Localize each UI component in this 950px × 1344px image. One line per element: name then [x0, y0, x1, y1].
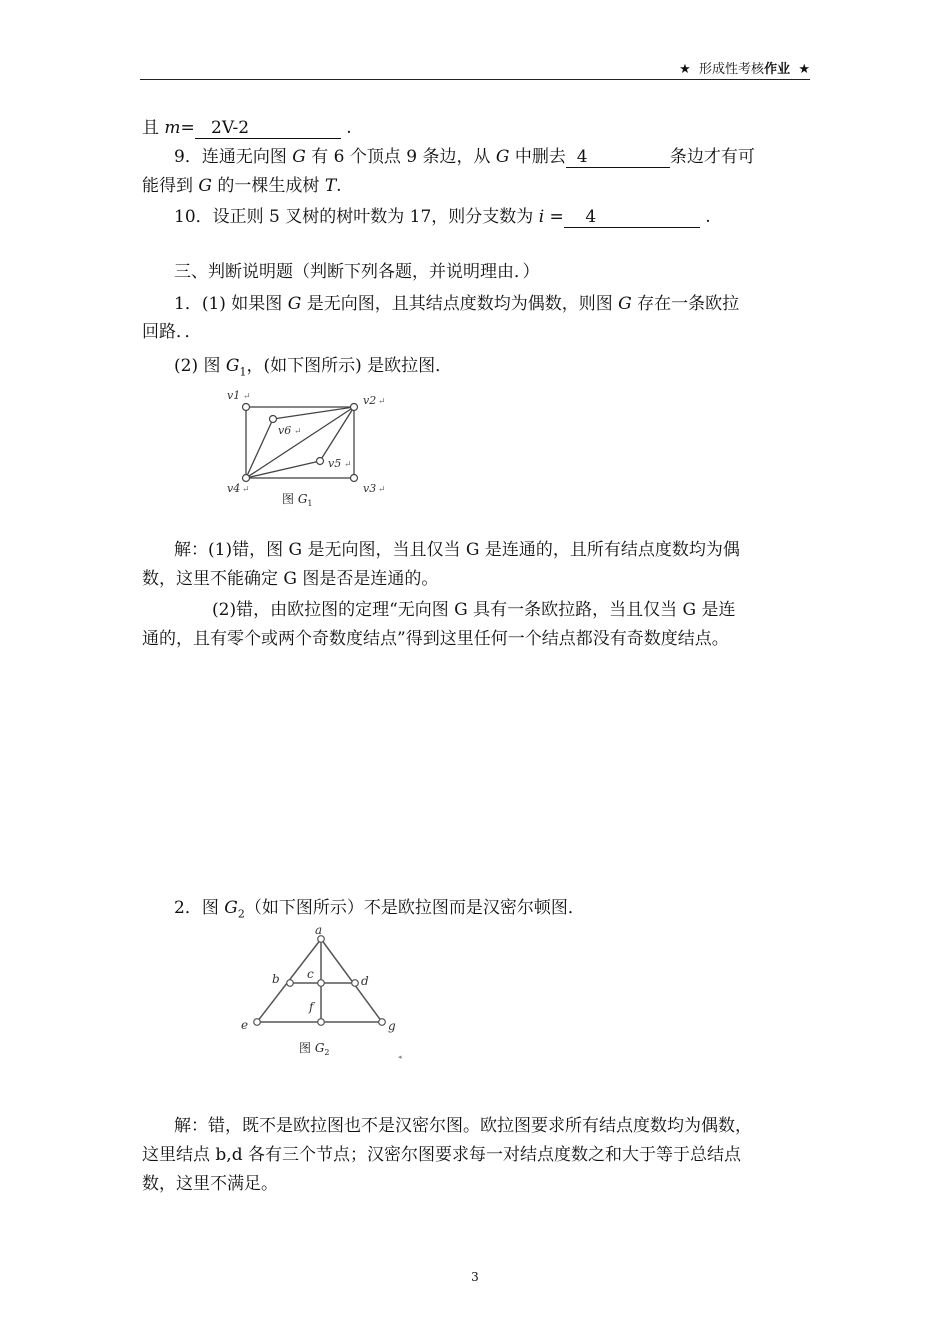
return-mark: ↵ [378, 397, 386, 407]
star-icon: ★ [798, 62, 810, 77]
answer-blank: 2V-2 [195, 118, 341, 139]
page-number: 3 [471, 1270, 479, 1284]
node-label-v1: v1 [227, 389, 241, 402]
graph-node [318, 1019, 325, 1026]
graph-node [254, 1019, 261, 1026]
graph-node [351, 475, 358, 482]
q10-line: 10．设正则 5 叉树的树叶数为 17，则分支数为 i = 4 . [174, 207, 711, 227]
page-header [679, 58, 810, 77]
q9-line-2: 能得到 G 的一棵生成树 T. [142, 176, 342, 196]
graph-edge [320, 407, 354, 461]
header-title-bold: 作业 [764, 62, 791, 77]
node-label-f: f [309, 1000, 314, 1014]
figure-caption: 图 $G_2$ [299, 1041, 330, 1057]
return-mark: ↵ [344, 460, 352, 470]
graph-node [243, 475, 250, 482]
answer-blank: 4 [566, 147, 670, 168]
node-label-v5: v5 [328, 457, 342, 470]
j1-line-1: 1．(1) 如果图 G 是无向图，且其结点度数均为偶数，则图 G 存在一条欧拉 [174, 294, 740, 314]
sol1-line-1: 解：(1)错，图 G 是无向图，当且仅当 G 是连通的，且所有结点度数均为偶 [174, 540, 740, 560]
node-label-d: d [361, 974, 369, 988]
node-label-g: g [388, 1019, 396, 1033]
j1-part-2: (2) 图 $G_1$，(如下图所示) 是欧拉图． [174, 356, 453, 379]
graph-node [351, 404, 358, 411]
graph-node [379, 1019, 386, 1026]
graph-edge [273, 407, 354, 419]
node-label-v3: v3 [363, 482, 377, 495]
star-icon: ★ [679, 62, 691, 77]
sol2-line-3: 数，这里不满足。 [142, 1174, 278, 1194]
graph-node [243, 404, 250, 411]
graph-g2-figure [235, 922, 415, 1062]
node-label-v6: v6 [278, 424, 292, 437]
return-mark: ↵ [243, 392, 251, 402]
graph-node [318, 980, 325, 987]
graph-node [352, 980, 359, 987]
sol1-line-2: 数，这里不能确定 G 图是否是连通的。 [142, 569, 439, 589]
graph-node [270, 416, 277, 423]
return-mark: ↵ [378, 485, 386, 495]
q8-answer-line: 且 m= 2V-2 . [142, 118, 352, 138]
figure-caption: 图 $G_1$ [282, 492, 313, 508]
j1-line-2: 回路．． [142, 322, 202, 342]
graph-edge [246, 461, 320, 478]
answer-blank: 4 [564, 207, 700, 228]
return-mark: ↵ [242, 485, 250, 495]
node-label-c: c [307, 967, 314, 981]
return-mark: ↵ [294, 427, 302, 437]
node-label-v4: v4 [227, 482, 241, 495]
return-mark: ◂ [398, 1053, 402, 1061]
q9-line-1: 9．连通无向图 G 有 6 个顶点 9 条边，从 G 中删去 4 条边才有可 [174, 147, 755, 167]
sol2-line-1: 解：错，既不是欧拉图也不是汉密尔图。欧拉图要求所有结点度数均为偶数， [174, 1116, 752, 1136]
header-title: 形成性考核 [699, 62, 765, 77]
graph-edge [321, 939, 382, 1022]
sol2-line-2: 这里结点 b,d 各有三个节点；汉密尔图要求每一对结点度数之和大于等于总结点 [142, 1145, 741, 1165]
section-title: 三、判断说明题（判断下列各题，并说明理由．） [174, 262, 540, 282]
sol1-line-4: 通的，且有零个或两个奇数度结点”得到这里任何一个结点都没有奇数度结点。 [142, 629, 729, 649]
header-divider [140, 79, 810, 80]
node-label-v2: v2 [363, 394, 377, 407]
graph-node [287, 980, 294, 987]
sol1-line-3: (2)错，由欧拉图的定理“无向图 G 具有一条欧拉路，当且仅当 G 是连 [212, 600, 736, 620]
graph-node [317, 458, 324, 465]
graph-g1-figure [220, 385, 410, 515]
node-label-e: e [241, 1018, 249, 1032]
node-label-b: b [272, 972, 280, 986]
j2-line: 2．图 $G_2$（如下图所示）不是欧拉图而是汉密尔顿图． [174, 898, 585, 921]
node-label-a: a [315, 923, 323, 937]
